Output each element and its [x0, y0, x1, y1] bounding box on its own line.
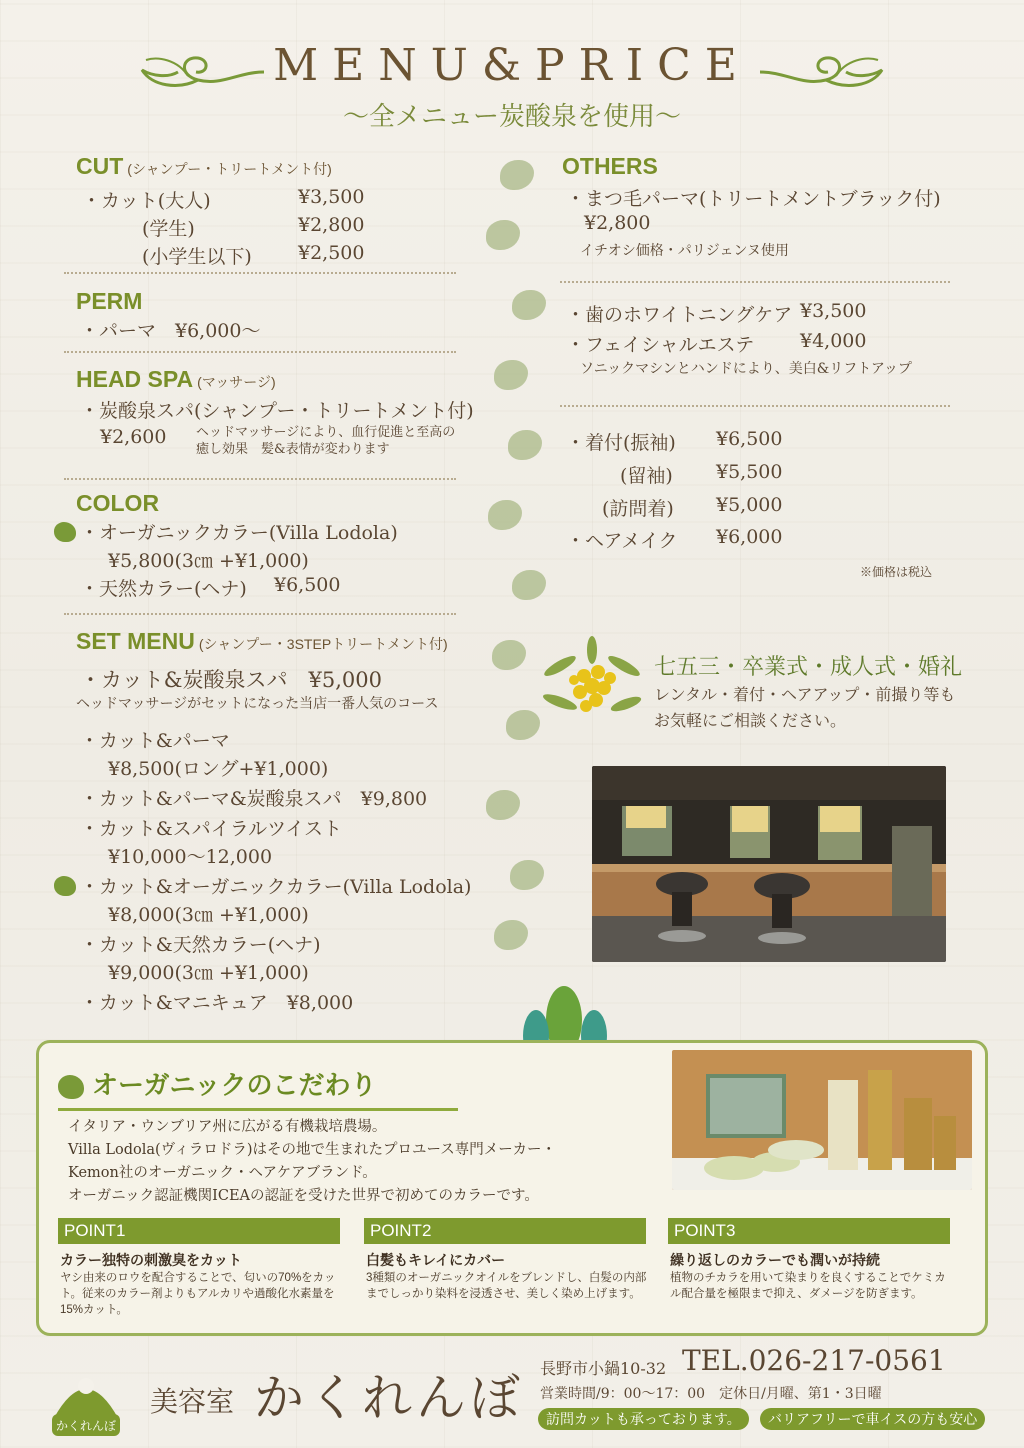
address: 長野市小鍋10-32 — [540, 1359, 667, 1378]
divider — [560, 405, 950, 407]
right-flourish-ornament — [756, 46, 886, 94]
ceremony-line-1: レンタル・着付・ヘアアップ・前撮り等も — [654, 685, 956, 704]
organic-products-photo — [672, 1050, 972, 1190]
color-organic-price: ¥5,800(3㎝ +¥1,000) — [108, 550, 309, 572]
teeth-price: ¥3,500 — [800, 300, 867, 322]
organic-leaf-icon — [54, 876, 76, 896]
divider — [64, 613, 456, 615]
tax-note: ※価格は税込 — [860, 565, 933, 579]
organic-paragraph: オーガニック認証機関ICEAの認証を受けた世界で初めてのカラーです。 — [68, 1188, 539, 1204]
headspa-desc-2: 癒し効果 髪&表情が変わります — [196, 442, 390, 457]
vine-leaf — [486, 220, 520, 250]
facial-price: ¥4,000 — [800, 330, 867, 352]
set-item-6: ・カット&マニキュア ¥8,000 — [80, 992, 354, 1014]
organic-leaf-icon — [54, 522, 76, 542]
organic-title-text: オーガニックのこだわり — [92, 1070, 377, 1100]
telephone[interactable]: TEL.026-217-0561 — [682, 1344, 946, 1377]
set-note: (シャンプー・3STEPトリートメント付) — [198, 636, 448, 652]
set-item-5: ・カット&天然カラー(ヘナ) — [80, 934, 321, 956]
headspa-section-title — [76, 366, 276, 393]
salon-interior-photo — [592, 766, 946, 962]
headspa-title: HEAD SPA — [76, 366, 194, 392]
organic-leaf-icon — [58, 1075, 84, 1099]
point-3-body — [670, 1270, 960, 1302]
cut-adult-price: ¥3,500 — [298, 186, 365, 208]
hairmake-item: ・ヘアメイク — [566, 530, 678, 552]
set-main-desc: ヘッドマッサージがセットになった当店一番人気のコース — [76, 696, 439, 712]
vine-leaf — [492, 640, 526, 670]
point-1-body — [60, 1270, 350, 1318]
vine-leaf — [486, 790, 520, 820]
lash-note: イチオシ価格・パリジェンヌ使用 — [580, 243, 789, 259]
divider — [64, 272, 456, 274]
color-henna-item: ・天然カラー(ヘナ) — [80, 578, 247, 600]
mimosa-flower-illustration — [540, 636, 644, 728]
set-item-1-price: ¥8,500(ロング+¥1,000) — [108, 758, 329, 780]
salon-label: 美容室 — [150, 1385, 235, 1418]
vine-leaf — [500, 160, 534, 190]
page-title: MENU&PRICE — [273, 40, 751, 91]
color-organic-item: ・オーガニックカラー(Villa Lodola) — [80, 522, 398, 544]
vine-leaf — [510, 860, 544, 890]
color-henna-price: ¥6,500 — [274, 574, 341, 596]
set-item-3: ・カット&スパイラルツイスト — [80, 818, 343, 840]
vine-leaf — [506, 710, 540, 740]
vine-leaf — [494, 920, 528, 950]
organic-description — [68, 1116, 668, 1208]
point-body-line: ト。従来のカラー剤よりもアルカリや過酸化水素量を — [60, 1288, 335, 1300]
business-hours: 営業時間/9：00〜17：00 定休日/月曜、第1・3日曜 — [540, 1386, 882, 1402]
headspa-price: ¥2,600 — [100, 426, 167, 448]
vine-leaf — [512, 570, 546, 600]
barrier-free-badge: バリアフリーで車イスの方も安心 — [760, 1408, 985, 1430]
salon-name: かくれんぼ — [254, 1369, 524, 1427]
lash-item: ・まつ毛パーマ(トリートメントブラック付) — [566, 188, 941, 210]
kitsuke-furisode-price: ¥6,500 — [716, 428, 783, 450]
cut-adult-label: ・カット(大人) — [82, 190, 211, 212]
point-2-body — [366, 1270, 656, 1302]
cut-child-label: (小学生以下) — [142, 246, 252, 268]
organic-paragraph: Villa Lodola(ヴィラロドラ)はその地で生まれたプロユース専門メーカー・ — [68, 1142, 556, 1158]
perm-row: ・パーマ ¥6,000〜 — [80, 320, 261, 342]
logo-text: かくれんぼ — [55, 1419, 117, 1433]
cut-student-label: (学生) — [142, 218, 195, 240]
cut-note: (シャンプー・トリートメント付) — [127, 161, 332, 177]
set-title: SET MENU — [76, 628, 195, 654]
kitsuke-houmongi-price: ¥5,000 — [716, 494, 783, 516]
set-item-3-price: ¥10,000〜12,000 — [108, 846, 273, 868]
point-2-title: 白髪もキレイにカバー — [366, 1252, 506, 1268]
organic-title — [58, 1062, 458, 1111]
set-item-4-price: ¥8,000(3㎝ +¥1,000) — [108, 904, 309, 926]
headspa-item: ・炭酸泉スパ(シャンプー・トリートメント付) — [80, 400, 474, 422]
teeth-item: ・歯のホワイトニングケア — [566, 304, 793, 326]
point-2-header: POINT2 — [364, 1218, 646, 1244]
facial-item: ・フェイシャルエステ — [566, 334, 755, 356]
point-3-title: 繰り返しのカラーでも潤いが持続 — [670, 1252, 880, 1268]
set-item-2: ・カット&パーマ&炭酸泉スパ ¥9,800 — [80, 788, 428, 810]
headspa-desc-1: ヘッドマッサージにより、血行促進と至高の — [196, 425, 456, 440]
divider — [560, 281, 950, 283]
vine-leaf — [494, 360, 528, 390]
home-visit-badge: 訪問カットも承っております。 — [538, 1408, 749, 1430]
set-item-1: ・カット&パーマ — [80, 730, 230, 752]
cut-student-price: ¥2,800 — [298, 214, 365, 236]
point-1-title: カラー独特の刺激臭をカット — [60, 1252, 242, 1268]
set-main-item: ・カット&炭酸泉スパ ¥5,000 — [80, 668, 382, 692]
hairmake-price: ¥6,000 — [716, 526, 783, 548]
organic-paragraph: イタリア・ウンブリア州に広がる有機栽培農場。 — [68, 1119, 387, 1135]
kitsuke-tomesode: (留袖) — [620, 465, 673, 487]
set-item-5-price: ¥9,000(3㎝ +¥1,000) — [108, 962, 309, 984]
vine-leaf — [488, 500, 522, 530]
lash-price: ¥2,800 — [584, 212, 651, 234]
kitsuke-tomesode-price: ¥5,500 — [716, 461, 783, 483]
kitsuke-furisode: ・着付(振袖) — [566, 432, 676, 454]
ceremony-line-2: お気軽にご相談ください。 — [654, 711, 847, 730]
set-section-title — [76, 628, 448, 655]
ceremony-title: 七五三・卒業式・成人式・婚礼 — [654, 655, 963, 680]
vine-leaf — [512, 290, 546, 320]
cut-section-title — [76, 153, 332, 180]
point-body-line: 3種類のオーガニックオイルをブレンドし、白髪の内部 — [366, 1272, 647, 1284]
color-section-title: COLOR — [76, 490, 160, 516]
others-section-title: OTHERS — [562, 153, 658, 179]
point-3-header: POINT3 — [668, 1218, 950, 1244]
perm-section-title: PERM — [76, 288, 143, 314]
point-body-line: 植物のチカラを用いて染まりを良くすることでケミカ — [670, 1272, 946, 1284]
point-body-line: 15%カット。 — [60, 1304, 128, 1316]
headspa-note: (マッサージ) — [197, 374, 276, 390]
page-subtitle: 〜全メニュー炭酸泉を使用〜 — [342, 102, 681, 132]
cut-title: CUT — [76, 153, 124, 179]
point-body-line: までしっかり染料を浸透させ、美しく染め上げます。 — [366, 1288, 641, 1300]
organic-paragraph: Kemon社のオーガニック・ヘアケアブランド。 — [68, 1165, 377, 1181]
facial-note: ソニックマシンとハンドにより、美白&リフトアップ — [580, 361, 912, 377]
cut-child-price: ¥2,500 — [298, 242, 365, 264]
point-1-header: POINT1 — [58, 1218, 340, 1244]
vine-leaf — [508, 430, 542, 460]
point-body-line: ル配合量を極限まで抑え、ダメージを防ぎます。 — [670, 1288, 923, 1300]
divider — [64, 351, 456, 353]
set-item-4: ・カット&オーガニックカラー(Villa Lodola) — [80, 876, 472, 898]
salon-logo — [44, 1356, 128, 1440]
kitsuke-houmongi: (訪問着) — [602, 498, 674, 520]
point-body-line: ヤシ由来のロウを配合することで、匂いの70%をカッ — [60, 1272, 336, 1284]
divider — [64, 478, 456, 480]
